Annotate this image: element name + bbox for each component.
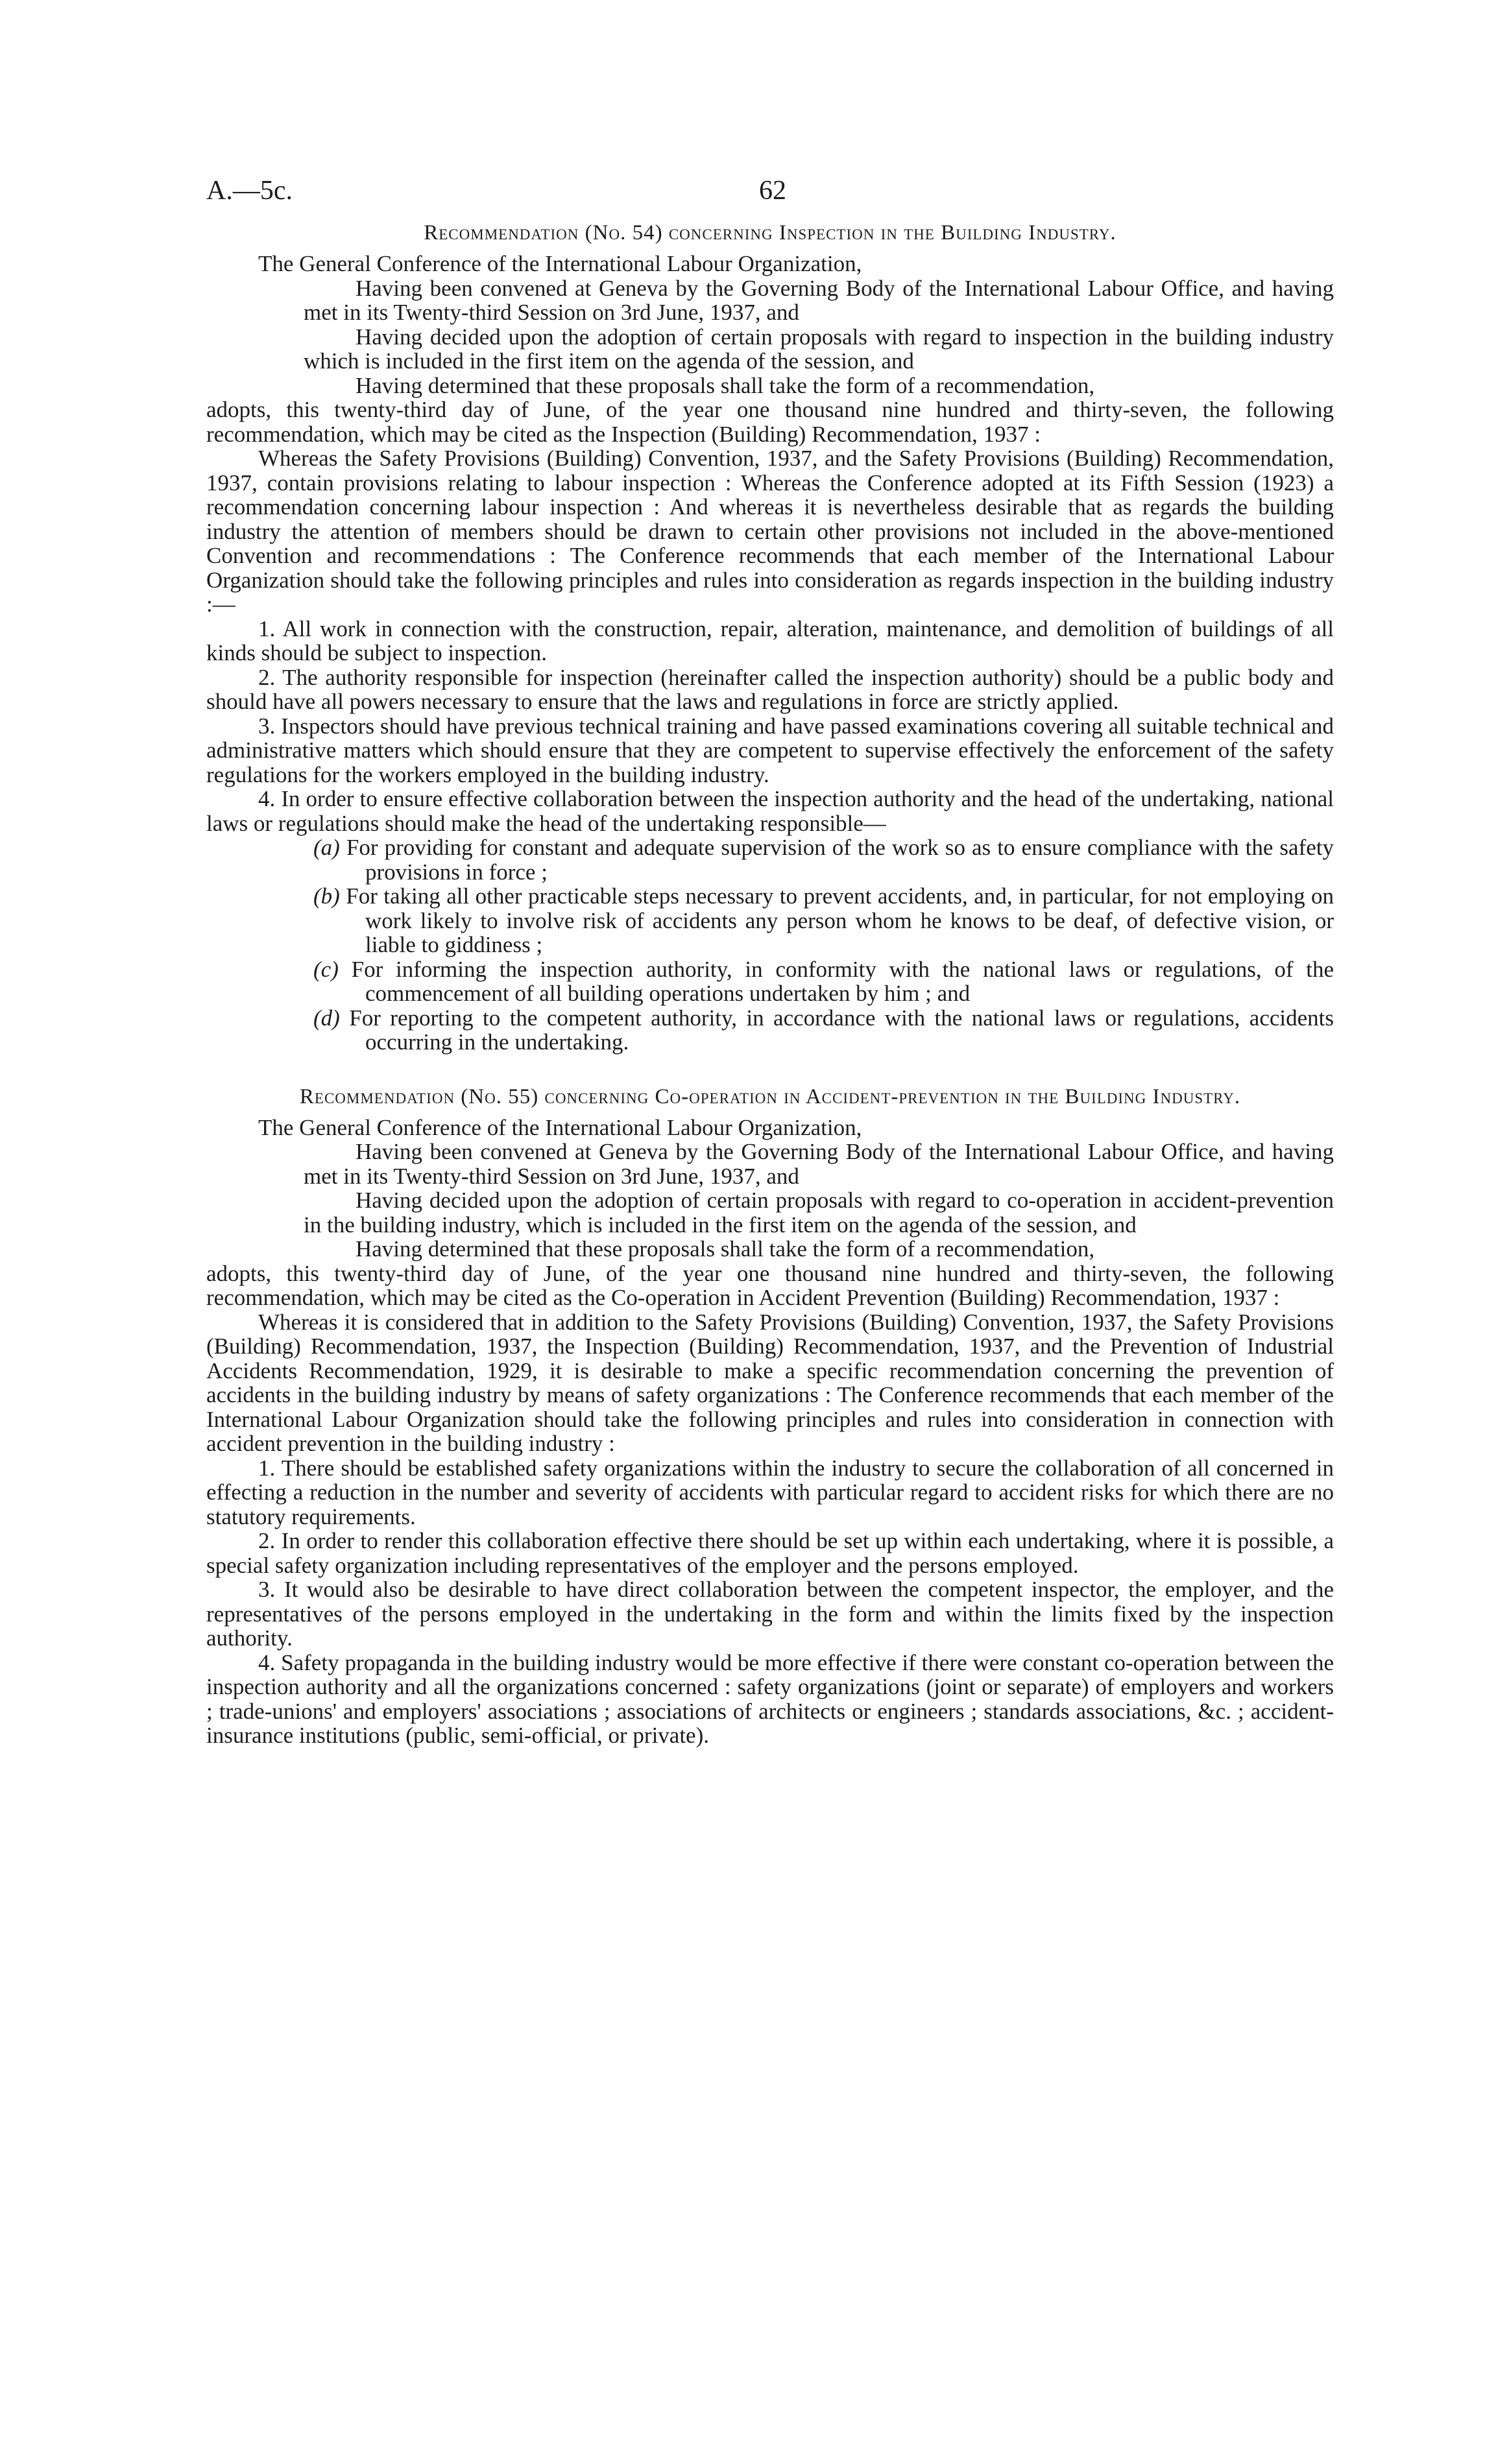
item-mark: (b)	[313, 883, 340, 909]
recommendation-55	[206, 1084, 1334, 1748]
decided-clause: Having decided upon the adoption of certain proposals with regard to inspection in the building industry which is included in the first item on the agenda of the session, and	[304, 324, 1334, 374]
running-head	[206, 175, 1334, 221]
decided-clause: Having decided upon the adoption of certain proposals with regard to co-operation in accident-prevention in the building industry, which is included in the first item on the agenda of the session, and	[304, 1188, 1334, 1238]
recommendation-54-heading: Recommendation (No. 54) concerning Inspection in the Building Industry.	[424, 221, 1117, 245]
recommendation-55-heading: Recommendation (No. 55) concerning Co-operation in Accident-prevention in the Building Industry.	[299, 1084, 1241, 1108]
paragraph-4: 4. Safety propaganda in the building industry would be more effective if there were constant co-operation between the inspection authority and all the organizations concerned : safety organizations (joint or separate) of employers and workers ; trade-unions' and employers' associations ; associations of architects or engineers ; standards associations, &c. ; accident-insurance institutions (public, semi-official, or private).	[206, 1649, 1334, 1748]
paragraph-1: 1. There should be established safety organizations within the industry to secure the collaboration of all concerned in effecting a reduction in the number and severity of accidents with particular regard to accident risks for which there are no statutory requirements.	[206, 1455, 1334, 1529]
whereas-clause: Whereas the Safety Provisions (Building) Convention, 1937, and the Safety Provisions (Building) Recommendation, 1937, contain provisions relating to labour inspection : Whereas the Conference adopted at its Fifth Session (1923) a recommendation concerning labour inspection : And whereas it is nevertheless desirable that as regards the building industry the attention of members should be drawn to certain other provisions not included in the above-mentioned Convention and recommendations : The Conference recommends that each member of the International Labour Organization should take the following principles and rules into consideration as regards inspection in the building industry :—	[206, 446, 1334, 617]
item-text: For reporting to the competent authority, in accordance with the national laws or regulations, accidents occurring in the undertaking.	[349, 1005, 1334, 1055]
determined-clause: Having determined that these proposals shall take the form of a recommendation,	[356, 1236, 1095, 1262]
conference-intro: The General Conference of the International Labour Organization,	[258, 1114, 862, 1140]
adopts-clause: adopts, this twenty-third day of June, of the year one thousand nine hundred and thirty-seven, the following recommendation, which may be cited as the Co-operation in Accident Prevention (Building) Recommendation, 1937 :	[206, 1260, 1334, 1310]
item-mark: (a)	[313, 835, 340, 860]
item-text: For taking all other practicable steps necessary to prevent accidents, and, in particular, for not employing on work likely to involve risk of accidents any person whom he knows to be deaf, of defective vision, or liable to giddiness ;	[346, 883, 1334, 957]
whereas-clause: Whereas it is considered that in addition to the Safety Provisions (Building) Convention, 1937, the Safety Provisions (Building) Recommendation, 1937, the Inspection (Building) Recommendation, 1937, and the Prevention of Industrial Accidents Recommendation, 1929, it is desirable to make a specific recommendation concerning the prevention of accidents in the building industry by means of safety organizations : The Conference recommends that each member of the International Labour Organization should take the following principles and rules into consideration in connection with accident prevention in the building industry :	[206, 1309, 1334, 1456]
convened-clause: Having been convened at Geneva by the Governing Body of the International Labour Office, and having met in its Twenty-third Session on 3rd June, 1937, and	[304, 1139, 1334, 1189]
determined-clause: Having determined that these proposals shall take the form of a recommendation,	[356, 372, 1095, 398]
paragraph-4: 4. In order to ensure effective collaboration between the inspection authority and the head of the undertaking, national laws or regulations should make the head of the undertaking responsible—	[206, 786, 1334, 836]
item-text: For informing the inspection authority, in conformity with the national laws or regulations, of the commencement of all building operations undertaken by him ; and	[351, 956, 1334, 1006]
paragraph-1: 1. All work in connection with the construction, repair, alteration, maintenance, and demolition of buildings of all kinds should be subject to inspection.	[206, 616, 1334, 665]
list-item	[206, 884, 1334, 957]
paragraph-3: 3. Inspectors should have previous technical training and have passed examinations covering all suitable technical and administrative matters which should ensure that they are competent to supervise effectively the enforcement of the safety regulations for the workers employed in the building industry.	[206, 713, 1334, 787]
page-number: 62	[759, 176, 786, 206]
list-item	[206, 957, 1334, 1006]
section-gap	[206, 1055, 1334, 1084]
item-text: For providing for constant and adequate supervision of the work so as to ensure compliance with the safety provisions in force ;	[346, 835, 1334, 885]
list-item	[206, 1006, 1334, 1055]
item-mark: (d)	[313, 1005, 340, 1031]
convened-clause: Having been convened at Geneva by the Governing Body of the International Labour Office, and having met in its Twenty-third Session on 3rd June, 1937, and	[304, 275, 1334, 325]
paragraph-2: 2. The authority responsible for inspection (hereinafter called the inspection authority) should be a public body and should have all powers necessary to ensure that the laws and regulations in force are strictly applied.	[206, 664, 1334, 714]
conference-intro: The General Conference of the International Labour Organization,	[258, 251, 862, 276]
list-item	[206, 835, 1334, 884]
paragraph-2: 2. In order to render this collaboration effective there should be set up within each undertaking, where it is possible, a special safety organization including representatives of the employer and the persons employed.	[206, 1528, 1334, 1578]
document-reference: A.—5c.	[206, 176, 293, 206]
item-mark: (c)	[313, 956, 339, 982]
adopts-clause: adopts, this twenty-third day of June, of the year one thousand nine hundred and thirty-seven, the following recommendation, which may be cited as the Inspection (Building) Recommendation, 1937 :	[206, 397, 1334, 447]
paragraph-3: 3. It would also be desirable to have direct collaboration between the competent inspector, the employer, and the representatives of the persons employed in the undertaking in the form and within the limits fixed by the inspection authority.	[206, 1577, 1334, 1651]
recommendation-54	[206, 221, 1334, 1055]
